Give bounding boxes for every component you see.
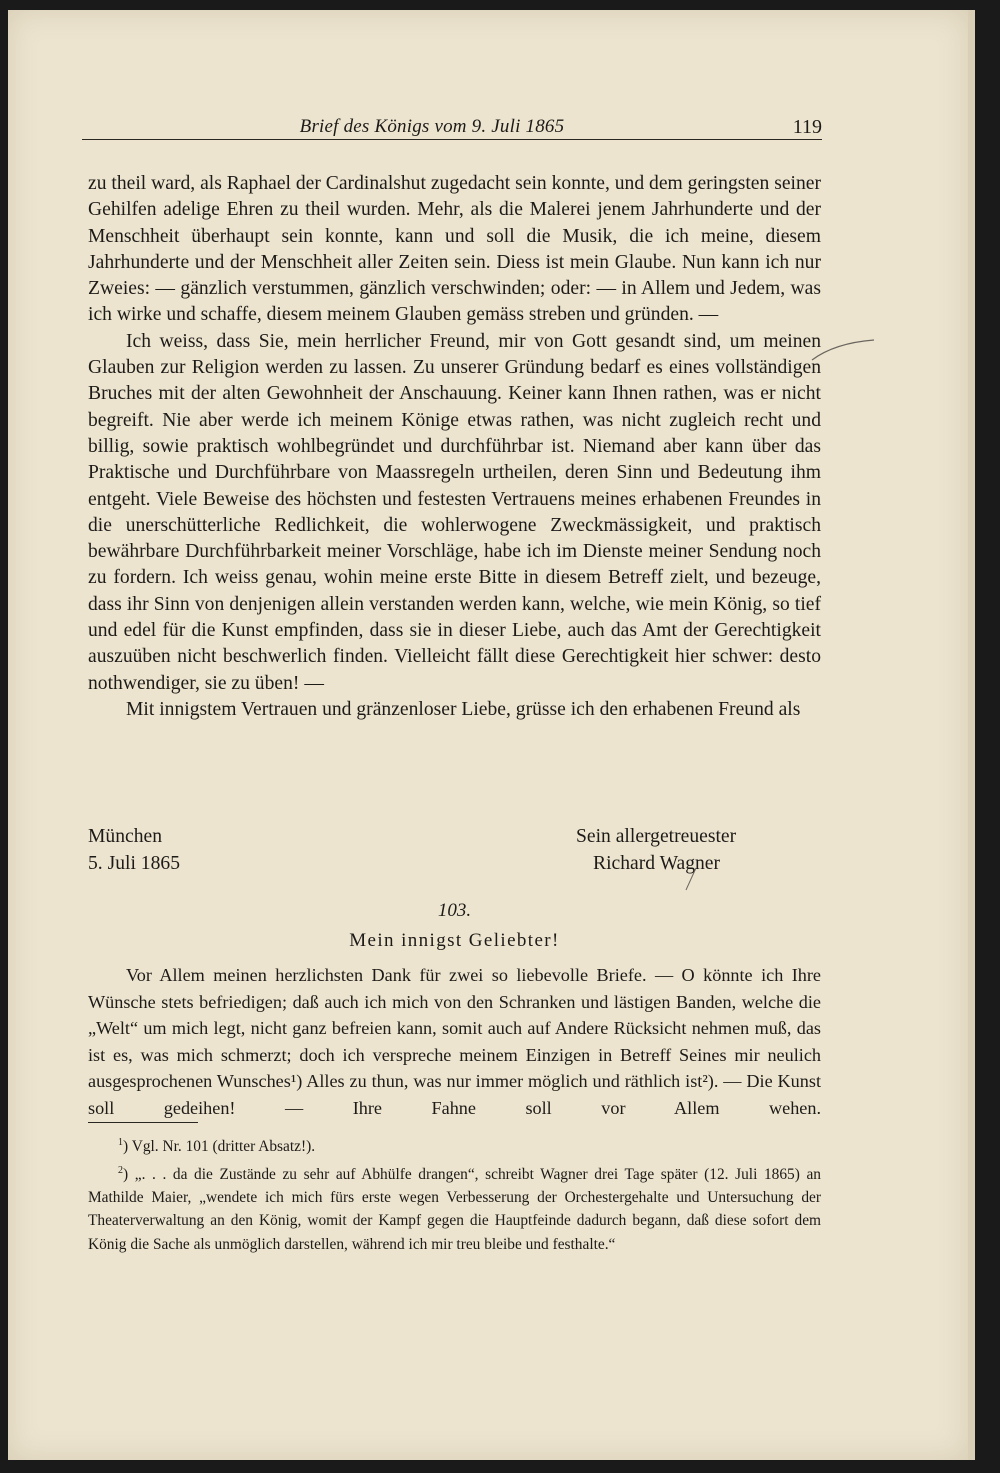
footnotes [88,1131,821,1256]
place-date [88,824,180,877]
paragraph: Mit innigstem Vertrauen und gränzenloser Liebe, grüsse ich den erhabenen Freund als [126,698,801,720]
closing: Sein allergetreuester [576,826,737,847]
header-rule [82,139,822,140]
pencil-tick [678,864,702,894]
paragraph: Vor Allem meinen herzlichsten Dank für zwei so liebevolle Briefe. — O könnte ich Ihre Wünsche stets befriedigen; daß auch ich mich von den Schranken und lästigen Banden, welche die „Welt“ um mich legt, nicht ganz befreien kann, somit auch auf Andere Rücksicht nehmen muß, das ist es, was mich schmerzt; doch ich verspreche meinem Einzigen in Betreff Seines mir neulich ausgesprochenen Wunsches¹) Alles zu thun, was nur immer möglich und räthlich ist²). — Die Kunst soll gedeihen! — Ihre Fahne soll vor Allem wehen. [88,965,821,1118]
running-header-title: Brief des Königs vom 9. Juli 1865 [299,116,565,137]
date: 5. Juli 1865 [88,852,180,874]
signature-name: Richard Wagner [593,852,721,874]
letter-body [88,171,821,723]
salutation: Mein innigst Geliebter! [349,930,560,951]
paragraph: Ich weiss, dass Sie, mein herrlicher Freund, mir von Gott gesandt sind, um meinen Glauben zur Religion werden zu lassen. Zu unserer Gründung bedarf es eines vollständigen Bruches mit der alten Gewohnheit der Anschauung. Keiner kann Ihnen rathen, was er nicht begreift. Nie aber werde ich meinem Könige etwas rathen, was nicht zugleich recht und billig, sowie praktisch wohlbegründet und durchführbar ist. Niemand aber kann über das Praktische und Durchführbare von Maassregeln urtheilen, deren Sinn und Bedeutung ihm entgeht. Viele Beweise des höchsten und festesten Vertrauens meines erhabenen Freundes in die unerschütterliche Redlichkeit, die wohlerwogene Zweckmässigkeit, und praktisch bewährbare Durchführbarkeit meiner Vorschläge, habe ich im Dienste meiner Sendung noch zu fordern. Ich weiss genau, wohin meine erste Bitte in diesem Betreff zielt, und bezeuge, dass ihr Sinn von denjenigen allein verstanden werden kann, welche, wie mein König, so tief und edel für die Kunst empfinden, dass sie in dieser Liebe, auch das Amt der Gerechtigkeit auszuüben nicht beschwerlich finden. Vielleicht fällt diese Gerechtigkeit hier schwer: desto nothwendiger, sie zu üben! — [88,330,821,694]
footnote-text: „. . . da die Zustände zu sehr auf Abhülfe drangen“, schreibt Wagner drei Tage später (12. Juli 1865) an Mathilde Maier, „wendete ich mich fürs erste wegen Verbesserung der Orchestergehalte und Untersuchung der Theaterverwaltung an den König, womit der Kampf gegen die Hauptfeinde dadurch begann, daß diese sofort dem König die Sache als unmöglich darstellen, während ich mir treu bleibe und festhalte.“ [88,1165,821,1253]
page-edge [968,10,975,1460]
letter-103-body [88,962,821,1122]
footnote-rule [88,1122,198,1123]
footnote-mark: 1 [118,1137,123,1148]
page-number: 119 [792,116,822,138]
paragraph: zu theil ward, als Raphael der Cardinalshut zugedacht sein konnte, und dem geringsten seiner Gehilfen adelige Ehren zu theil wurden. Mehr, als die Malerei jenem Jahrhunderte und der Menschheit überhaupt sein konnte, kann und soll die Musik, die ich meine, diesem Jahrhunderte und der Menschheit aller Zeiten sein. Diess ist mein Glaube. Nun kann ich nur Zweies: — gänzlich verstummen, gänzlich verschwinden; oder: — in Allem und Jedem, was ich wirke und schaffe, diesem meinem Glauben gemäss streben und gründen. — [88,173,821,326]
footnote-text: Vgl. Nr. 101 (dritter Absatz!). [131,1138,316,1156]
pencil-mark [808,330,878,370]
letter-number: 103. [437,900,472,921]
signature [576,824,736,877]
footnote-mark: 2 [118,1164,123,1176]
footnote: $^2$) „. . . da die Zustände zu sehr auf Abhülfe drangen“, schreibt Wagner drei Tage später (12. Juli 1865) an Mathilde Maier, „wendete ich mich fürs erste wegen Verbesserung der Orchestergehalte und Untersuchung der Theaterverwaltung an den König, womit der Kampf gegen die Hauptfeinde dadurch begann, daß diese sofort dem König die Sache als unmöglich darstellen, während ich mir treu bleibe und festhalte.“ [88,1164,821,1253]
place: München [88,826,163,847]
footnote: $^1$) Vgl. Nr. 101 (dritter Absatz!). [118,1137,316,1156]
